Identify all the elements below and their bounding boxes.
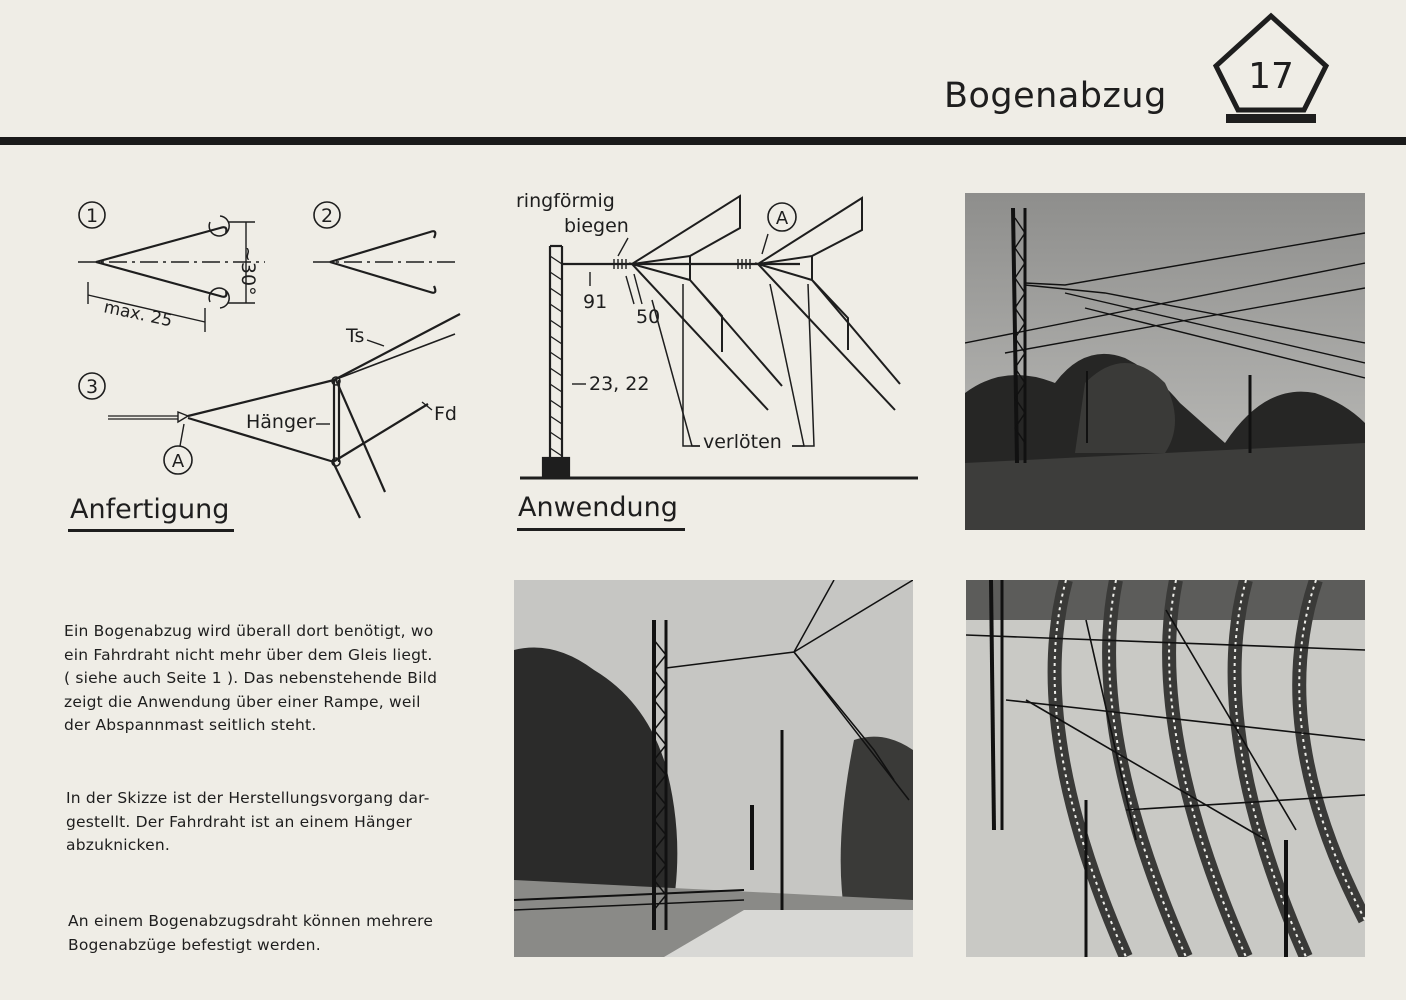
- max-length-label: max. 25: [101, 297, 175, 332]
- text-line: ein Fahrdraht nicht mehr über dem Gleis liegt.: [64, 645, 433, 664]
- diagram-anfertigung: [60, 190, 480, 530]
- point-a-label: A: [171, 451, 185, 472]
- ts-label: Ts: [346, 325, 365, 347]
- header-rule: [0, 137, 1406, 145]
- caption-anfertigung-underline: [68, 529, 234, 532]
- text-line: ( siehe auch Seite 1 ). Das nebenstehende Bild: [64, 669, 438, 687]
- page-title: Bogenabzug: [944, 76, 1167, 116]
- haenger-label: Hänger: [246, 411, 316, 433]
- text-line: Bogenabzüge befestigt werden.: [68, 935, 321, 954]
- point-a-label-2: A: [775, 208, 789, 229]
- page-number-badge: [1208, 10, 1334, 128]
- paragraph-3: [68, 910, 488, 957]
- photo-curved-tracks: [966, 580, 1365, 957]
- text-line: An einem Bogenabzugsdraht können mehrere: [68, 912, 434, 930]
- step-2-label: 2: [320, 205, 334, 227]
- ring-label-1: ringförmig: [516, 190, 615, 212]
- text-line: zeigt die Anwendung über einer Rampe, weil: [64, 692, 421, 711]
- text-line: Ein Bogenabzug wird überall dort benötigt, wo: [64, 622, 434, 640]
- dim-50: 50: [636, 306, 661, 328]
- caption-anwendung: Anwendung: [518, 492, 678, 523]
- photo-ramp-mast: [514, 580, 913, 957]
- step-1-label: 1: [85, 205, 99, 227]
- dim-23-22: 23, 22: [589, 373, 650, 395]
- text-line: der Abspannmast seitlich steht.: [64, 716, 317, 734]
- verloeten-label: verlöten: [703, 431, 782, 453]
- paragraph-1: [64, 620, 484, 738]
- caption-anfertigung: Anfertigung: [70, 494, 230, 525]
- text-line: In der Skizze ist der Herstellungsvorgang dar-: [66, 789, 430, 807]
- text-line: abzuknicken.: [66, 836, 171, 854]
- text-line: gestellt. Der Fahrdraht ist an einem Hänger: [66, 812, 413, 831]
- fd-label: Fd: [434, 403, 457, 425]
- step-3-label: 3: [85, 376, 99, 398]
- page-number: 17: [1248, 56, 1294, 97]
- angle-label: ~30°: [237, 246, 259, 296]
- caption-anwendung-underline: [517, 528, 685, 531]
- ring-label-2: biegen: [564, 215, 629, 237]
- photo-mast-overhead-wires: [965, 193, 1365, 530]
- paragraph-2: [66, 787, 486, 858]
- diagram-anwendung: [510, 185, 930, 495]
- dim-91: 91: [583, 291, 608, 313]
